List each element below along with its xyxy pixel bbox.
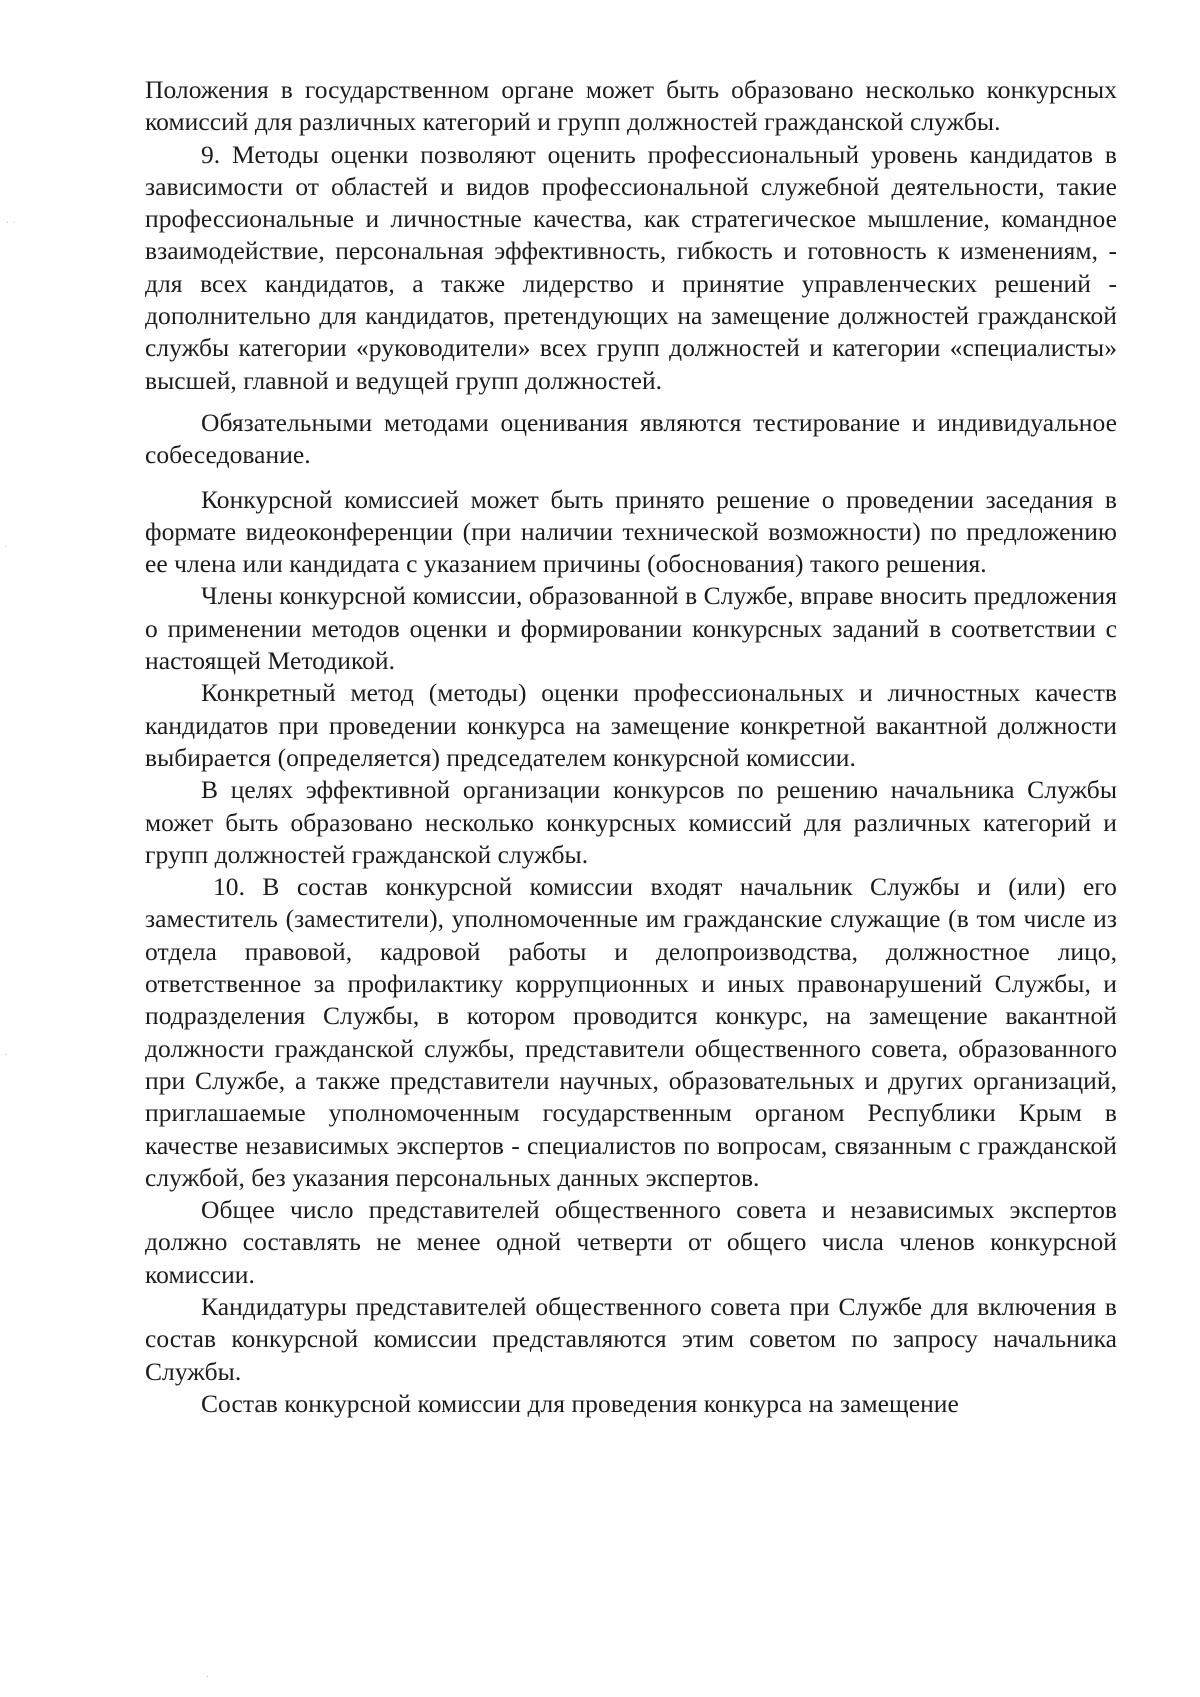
paragraph-council-candidates: Кандидатуры представителей общественного совета при Службе для включения в состав конкурсной комиссии представляются этим советом по запросу начальника Службы. — [145, 1291, 1117, 1386]
paragraph-method-selection: Конкретный метод (методы) оценки профессиональных и личностных качеств кандидатов при проведении конкурса на замещение конкретной вакантной должности выбирается (определяется) председателем конкурсной комиссии. — [145, 678, 1117, 772]
scan-edge-mark: · — [4, 1050, 8, 1061]
paragraph-mandatory-methods: Обязательными методами оценивания являются тестирование и индивидуальное собеседование. — [145, 407, 1117, 470]
paragraph-continuation: Положения в государственном органе может быть образовано несколько конкурсных комиссий для различных категорий и групп должностей гражданской службы. — [145, 75, 1117, 137]
scan-edge-mark: · — [4, 542, 8, 553]
paragraph-videoconference: Конкурсной комиссией может быть принято решение о проведении заседания в формате видеоконференции (при наличии технической возможности) по предложению ее члена или кандидата с указанием причины (обоснования) такого решения. — [145, 484, 1117, 579]
paragraph-section-10: 10. В состав конкурсной комиссии входят начальник Службы и (или) его заместитель (заместители), уполномоченные им гражданские служащие (в том числе из отдела правовой, кадровой работы и делопроизводства, должностное лицо, ответственное за профилактику коррупционных и иных правонарушений Службы, и подразделения Службы, в котором проводится конкурс, на замещение вакантной должности гражданской службы, представители общественного совета, образованного при Службе, а также представители научных, образовательных и других организаций, приглашаемые уполномоченным государственным органом Республики Крым в качестве независимых экспертов - специалистов по вопросам, связанным с гражданской службой, без указания персональных данных экспертов. — [145, 872, 1117, 1192]
scan-edge-mark: · — [206, 1672, 210, 1683]
scan-edge-mark: · · — [6, 218, 16, 229]
paragraph-commission-composition: Состав конкурсной комиссии для проведения конкурса на замещение — [201, 1388, 959, 1418]
paragraph-section-9: 9. Методы оценки позволяют оценить профессиональный уровень кандидатов в зависимости от областей и видов профессиональной служебной деятельности, такие профессиональные и личностные качества, как стратегическое мышление, командное взаимодействие, персональная эффективность, гибкость и готовность к изменениям, - для всех кандидатов, а также лидерство и принятие управленческих решений - дополнительно для кандидатов, претендующих на замещение должностей гражданской службы категории «руководители» всех групп должностей и категории «специалисты» высшей, главной и ведущей групп должностей. — [145, 139, 1117, 395]
paragraph-multiple-commissions: В целях эффективной организации конкурсов по решению начальника Службы может быть образовано несколько конкурсных комиссий для различных категорий и групп должностей гражданской службы. — [145, 775, 1117, 869]
paragraph-quarter-rule: Общее число представителей общественного совета и независимых экспертов должно составлять не менее одной четверти от общего числа членов конкурсной комиссии. — [145, 1195, 1117, 1289]
document-body — [145, 74, 1117, 1420]
paragraph-commission-members: Члены конкурсной комиссии, образованной в Службе, вправе вносить предложения о применении методов оценки и формировании конкурсных заданий в соответствии с настоящей Методикой. — [145, 581, 1117, 676]
